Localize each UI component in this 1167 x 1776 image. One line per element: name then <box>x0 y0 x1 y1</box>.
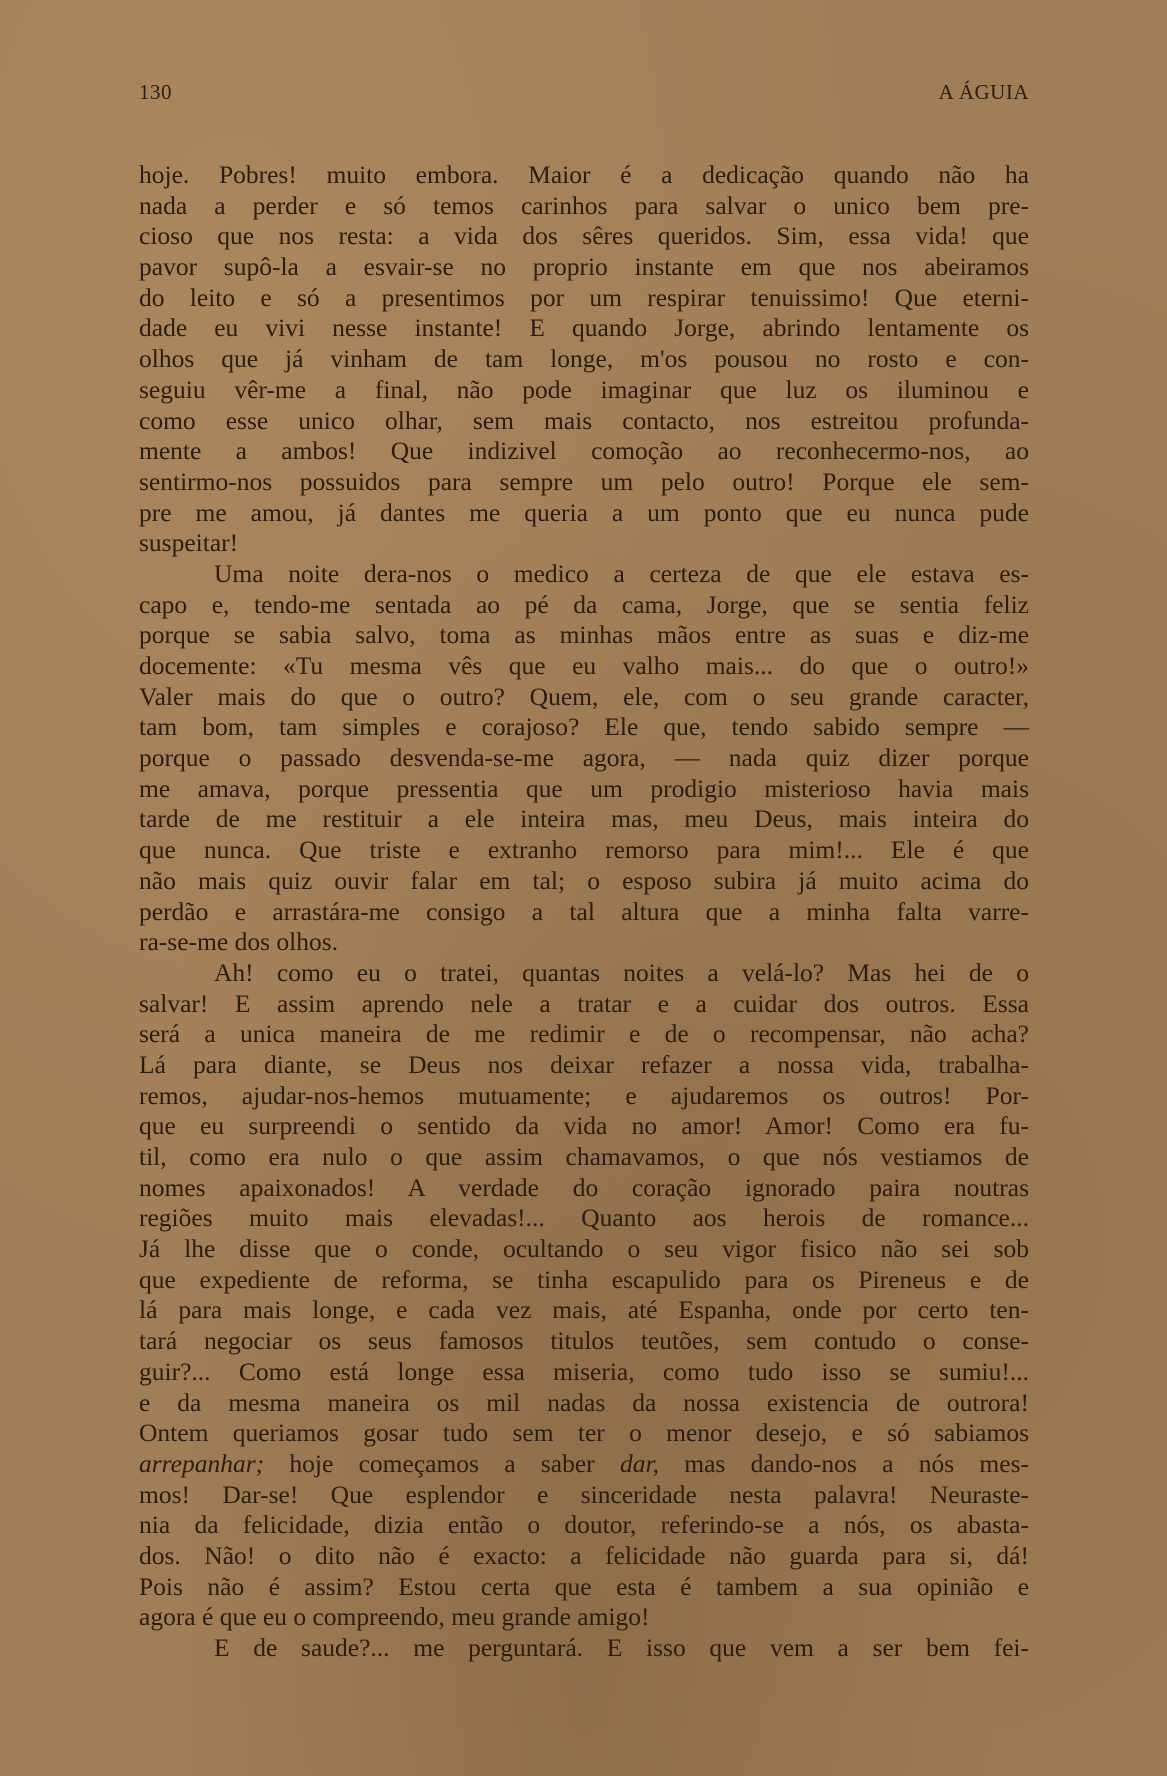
running-head <box>139 80 1029 108</box>
text-line: tarde de me restituir a ele inteira mas, meu Deus, mais inteira do <box>139 804 1029 834</box>
text-line: capo e, tendo-me sentada ao pé da cama, Jorge, que se sentia feliz <box>139 589 1029 619</box>
text-line: ra-se-me dos olhos. <box>139 927 338 957</box>
text-line: pavor supô-la a esvair-se no proprio instante em que nos abeiramos <box>139 252 1029 282</box>
text-line: Pois não é assim? Estou certa que esta é tambem a sua opinião e <box>139 1571 1029 1601</box>
text-line: do leito e só a presentimos por um respirar tenuissimo! Que eterni- <box>139 282 1029 312</box>
text-line: agora é que eu o compreendo, meu grande amigo! <box>139 1602 650 1632</box>
text-line: que expediente de reforma, se tinha escapulido para os Pireneus e de <box>139 1264 1029 1294</box>
text-fragment: mas dando-nos a nós mes- <box>658 1448 1030 1478</box>
italic-word: arrepanhar; <box>139 1448 265 1478</box>
text-line: seguiu vêr-me a final, não pode imaginar que luz os iluminou e <box>139 374 1029 404</box>
text-line: mente a ambos! Que indizivel comoção ao reconhecermo-nos, ao <box>139 436 1029 466</box>
body-text <box>139 160 1029 1664</box>
journal-title: A ÁGUIA <box>938 80 1029 104</box>
text-line: pre me amou, já dantes me queria a um ponto que eu nunca pude <box>139 497 1029 527</box>
text-line: porque se sabia salvo, toma as minhas mãos entre as suas e diz-me <box>139 620 1029 650</box>
text-line: dade eu vivi nesse instante! E quando Jorge, abrindo lentamente os <box>139 313 1029 343</box>
text-line: nia da felicidade, dizia então o doutor, referindo-se a nós, os abasta- <box>139 1510 1029 1540</box>
text-line: suspeitar! <box>139 528 239 558</box>
text-line: será a unica maneira de me redimir e de o recompensar, não acha? <box>139 1019 1029 1049</box>
text-line: não mais quiz ouvir falar em tal; o esposo subira já muito acima do <box>139 865 1029 895</box>
text-line: que eu surpreendi o sentido da vida no amor! Amor! Como era fu- <box>139 1111 1029 1141</box>
text-line: E de saude?... me perguntará. E isso que vem a ser bem fei- <box>214 1633 1029 1662</box>
text-line: sentirmo-nos possuidos para sempre um pelo outro! Porque ele sem- <box>139 466 1029 496</box>
text-line: nada a perder e só temos carinhos para salvar o unico bem pre- <box>139 190 1029 220</box>
text-line <box>139 1449 1029 1480</box>
text-line: regiões muito mais elevadas!... Quanto aos herois de romance... <box>139 1203 1029 1233</box>
text-line: como esse unico olhar, sem mais contacto, nos estreitou profunda- <box>139 405 1029 435</box>
text-line: Já lhe disse que o conde, ocultando o seu vigor fisico não sei sob <box>139 1234 1029 1264</box>
text-line: me amava, porque pressentia que um prodigio misterioso havia mais <box>139 773 1029 803</box>
text-line: salvar! E assim aprendo nele a tratar e a cuidar dos outros. Essa <box>139 988 1029 1018</box>
text-line: remos, ajudar-nos-hemos mutuamente; e ajudaremos os outros! Por- <box>139 1080 1029 1110</box>
text-line: hoje. Pobres! muito embora. Maior é a dedicação quando não ha <box>139 160 1029 189</box>
text-line: mos! Dar-se! Que esplendor e sinceridade nesta palavra! Neuraste- <box>139 1479 1029 1509</box>
page-number: 130 <box>139 80 172 104</box>
text-line: lá para mais longe, e cada vez mais, até Espanha, onde por certo ten- <box>139 1295 1029 1325</box>
text-line: olhos que já vinham de tam longe, m'os pousou no rosto e con- <box>139 344 1029 374</box>
text-line: que nunca. Que triste e extranho remorso para mim!... Ele é que <box>139 835 1029 865</box>
text-fragment: hoje começamos a saber <box>264 1448 620 1478</box>
text-line: Ontem queriamos gosar tudo sem ter o menor desejo, e só sabiamos <box>139 1418 1029 1448</box>
text-line: docemente: «Tu mesma vês que eu valho mais... do que o outro!» <box>139 651 1029 680</box>
text-line: til, como era nulo o que assim chamavamos, o que nós vestiamos de <box>139 1142 1029 1171</box>
text-line: dos. Não! o dito não é exacto: a felicidade não guarda para si, dá! <box>139 1540 1029 1570</box>
text-line: Uma noite dera-nos o medico a certeza de que ele estava es- <box>214 558 1029 588</box>
text-line: tará negociar os seus famosos titulos teutões, sem contudo o conse- <box>139 1326 1029 1356</box>
text-line: porque o passado desvenda-se-me agora, — nada quiz dizer porque <box>139 743 1029 773</box>
text-line: cioso que nos resta: a vida dos sêres queridos. Sim, essa vida! que <box>139 221 1029 251</box>
text-line: Valer mais do que o outro? Quem, ele, com o seu grande caracter, <box>139 681 1029 711</box>
text-line: nomes apaixonados! A verdade do coração ignorado paira noutras <box>139 1172 1029 1202</box>
text-line: guir?... Como está longe essa miseria, como tudo isso se sumiu!... <box>139 1356 1029 1386</box>
text-line: Lá para diante, se Deus nos deixar refazer a nossa vida, trabalha- <box>139 1049 1029 1079</box>
text-line: e da mesma maneira os mil nadas da nossa existencia de outrora! <box>139 1387 1029 1417</box>
italic-word: dar, <box>619 1448 659 1478</box>
text-line: perdão e arrastára-me consigo a tal altura que a minha falta varre- <box>139 896 1029 926</box>
text-line: Ah! como eu o tratei, quantas noites a velá-lo? Mas hei de o <box>214 957 1029 987</box>
text-line: tam bom, tam simples e corajoso? Ele que, tendo sabido sempre — <box>139 712 1029 742</box>
